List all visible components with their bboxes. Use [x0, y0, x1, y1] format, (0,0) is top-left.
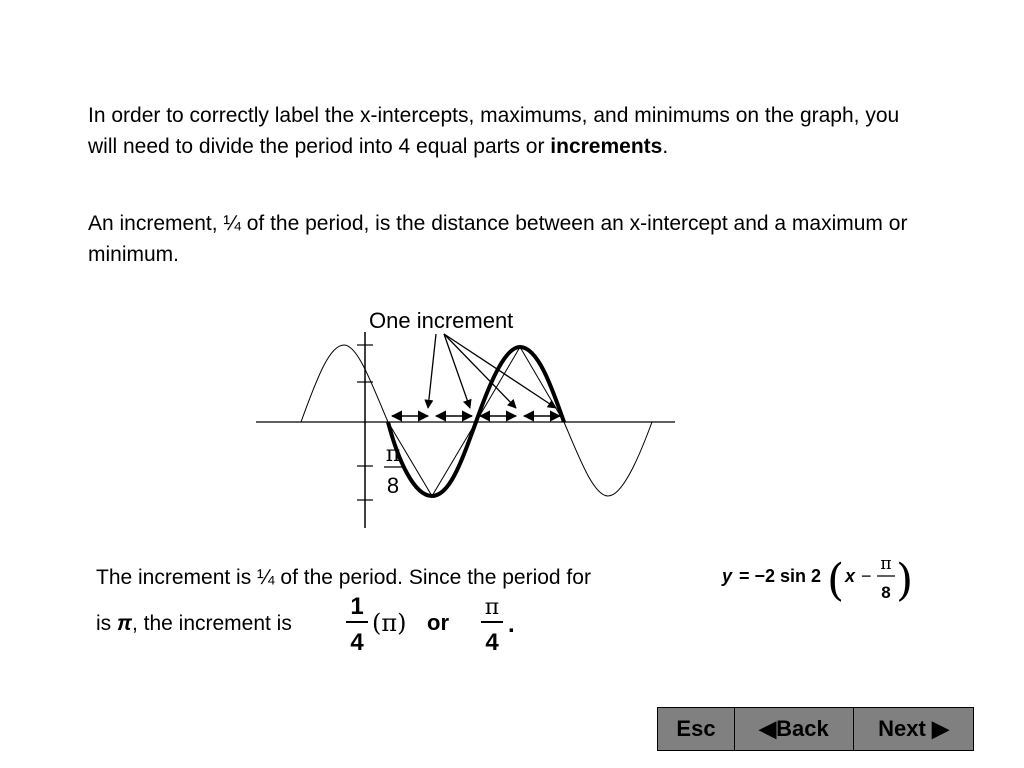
eq-minus: −	[861, 566, 872, 586]
expr-frac-num: 1	[350, 593, 364, 620]
expr-frac2-den: 4	[485, 629, 499, 656]
increment-is-prefix: is	[96, 612, 117, 635]
shift-label-denominator: 8	[386, 473, 400, 498]
increment-definition: An increment, ¼ of the period, is the distance between an x-intercept and a maximum or minimum.	[88, 212, 908, 266]
eq-coef: = −2 sin 2	[739, 566, 822, 586]
increment-mid: , the increment is	[131, 612, 292, 635]
eq-frac-den: 8	[881, 583, 891, 602]
annotation-pointers	[428, 334, 556, 408]
equation	[715, 545, 915, 605]
pi-symbol: π	[117, 612, 132, 635]
expr-or: or	[427, 610, 449, 635]
one-increment-label: One increment	[369, 308, 514, 333]
eq-y: y	[722, 566, 733, 586]
increments-bold: increments	[550, 135, 663, 158]
back-button[interactable]: ◀Back	[735, 708, 854, 750]
increment-sentence	[96, 611, 292, 637]
expr-paren-pi: (π)	[372, 609, 407, 637]
period-sentence: The increment is ¼ of the period. Since the period for	[96, 566, 591, 589]
intro-text: In order to correctly label the x-intercepts, maximums, and minimums on the graph, you will need to divide the period into 4 equal parts or	[88, 104, 900, 158]
intro-period: .	[662, 135, 669, 158]
expr-period: .	[508, 611, 515, 638]
eq-left-paren: (	[827, 555, 845, 606]
expr-frac2-num: π	[484, 595, 500, 620]
navigation-bar	[657, 707, 974, 751]
eq-x: x	[845, 566, 856, 586]
eq-frac-num: π	[880, 554, 892, 574]
eq-right-paren: )	[896, 555, 914, 606]
next-button[interactable]: Next ▶	[854, 708, 973, 750]
expr-frac-den: 4	[350, 629, 364, 656]
increment-expression	[340, 590, 540, 660]
esc-button[interactable]: Esc	[658, 708, 735, 750]
shift-label-numerator: π	[385, 442, 401, 467]
